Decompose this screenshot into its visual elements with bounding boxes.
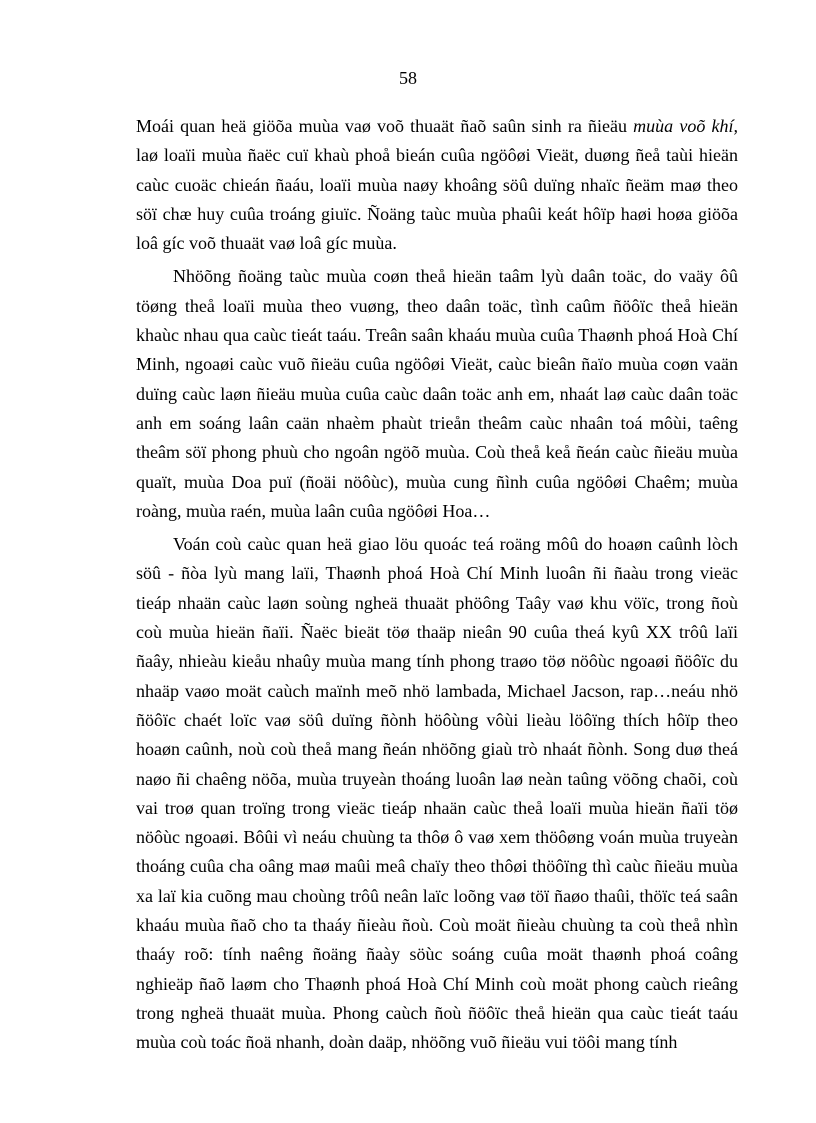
paragraph-1 [136, 112, 738, 258]
paragraph-1-text-after: laø loaïi muùa ñaëc cuï khaù phoå bieán cuûa ngöôøi Vieät, duøng ñeå taùi hieän caùc cuoäc chieán ñaáu, loaïi muùa naøy khoâng söû duïng nhaïc ñeäm maø theo söï chæ huy cuûa troáng giuïc. Ñoäng taùc muùa phaûi keát hôïp haøi hoøa giöõa loâ gíc voõ thuaät vaø loâ gíc muùa. [136, 145, 738, 254]
paragraph-2: Nhöõng ñoäng taùc muùa coøn theå hieän taâm lyù daân toäc, do vaäy ôû töøng theå loaïi muùa theo vuøng, theo daân toäc, tình caûm ñöôïc theå hieän khaùc nhau qua caùc tieát taáu. Treân saân khaáu muùa cuûa Thaønh phoá Hoà Chí Minh, ngoaøi caùc vuõ ñieäu cuûa ngöôøi Vieät, caùc bieân ñaïo muùa coøn vaän duïng caùc laøn ñieäu muùa cuûa caùc daân toäc anh em, nhaát laø caùc daân toäc anh em soáng laân caän nhaèm phaùt trieån theâm caùc nhaân toá môùi, taêng theâm söï phong phuù cho ngoân ngöõ muùa. Coù theå keå ñeán caùc ñieäu muùa quaït, muùa Doa puï (ñoäi nöôùc), muùa cung ñình cuûa ngöôøi Chaêm; muùa roàng, muùa raén, muùa laân cuûa ngöôøi Hoa… [136, 266, 738, 521]
body-text [136, 112, 738, 1062]
page-number: 58 [399, 68, 417, 88]
paragraph-3: Voán coù caùc quan heä giao löu quoác teá roäng môû do hoaøn caûnh lòch söû - ñòa lyù mang laïi, Thaønh phoá Hoà Chí Minh luoân ñi ñaàu trong vieäc tieáp nhaän caùc laøn soùng ngheä thuaät phöông Taây vaø khu vöïc, trong ñoù coù muùa hieän ñaïi. Ñaëc bieät töø thaäp nieân 90 cuûa theá kyû XX trôû laïi ñaây, nhieàu kieåu nhaûy muùa mang tính phong traøo töø nöôùc ngoaøi ñöôïc du nhaäp vaøo moät caùch maïnh meõ nhö lambada, Michael Jacson, rap…neáu nhö ñöôïc chaét loïc vaø söû duïng ñònh höôùng vôùi lieàu löôïng thích hôïp theo hoaøn caûnh, noù coù theå mang ñeán nhöõng giaù trò nhaát ñònh. Song duø theá naøo ñi chaêng nöõa, muùa truyeàn thoáng luoân laø neàn taûng vöõng chaõi, coù vai troø quan troïng trong vieäc tieáp nhaän caùc theå loaïi muùa hieän ñaïi töø nöôùc ngoaøi. Bôûi vì neáu chuùng ta thôø ô vaø xem thöôøng voán muùa truyeàn thoáng cuûa cha oâng maø maûi meâ chaïy theo thôøi thöôïng thì caùc ñieäu muùa xa laï kia cuõng mau choùng trôû neân laïc loõng vaø töï ñaøo thaûi, thöïc teá saân khaáu muùa ñaõ cho ta thaáy ñieàu ñoù. Coù moät ñieàu chuùng ta coù theå nhìn thaáy roõ: tính naêng ñoäng ñaày söùc soáng cuûa moät thaønh phoá coâng nghieäp ñaõ laøm cho Thaønh phoá Hoà Chí Minh coù moät phong caùch rieâng trong ngheä thuaät muùa. Phong caùch ñoù ñöôïc theå hieän qua caùc tieát taáu muùa coù toác ñoä nhanh, doàn daäp, nhöõng vuõ ñieäu vui töôi mang tính [136, 534, 738, 1053]
paragraph-1-italic-term: muùa voõ khí, [633, 116, 738, 136]
paragraph-1-text-before: Moái quan heä giöõa muùa vaø voõ thuaät ñaõ saûn sinh ra ñieäu [136, 116, 634, 136]
